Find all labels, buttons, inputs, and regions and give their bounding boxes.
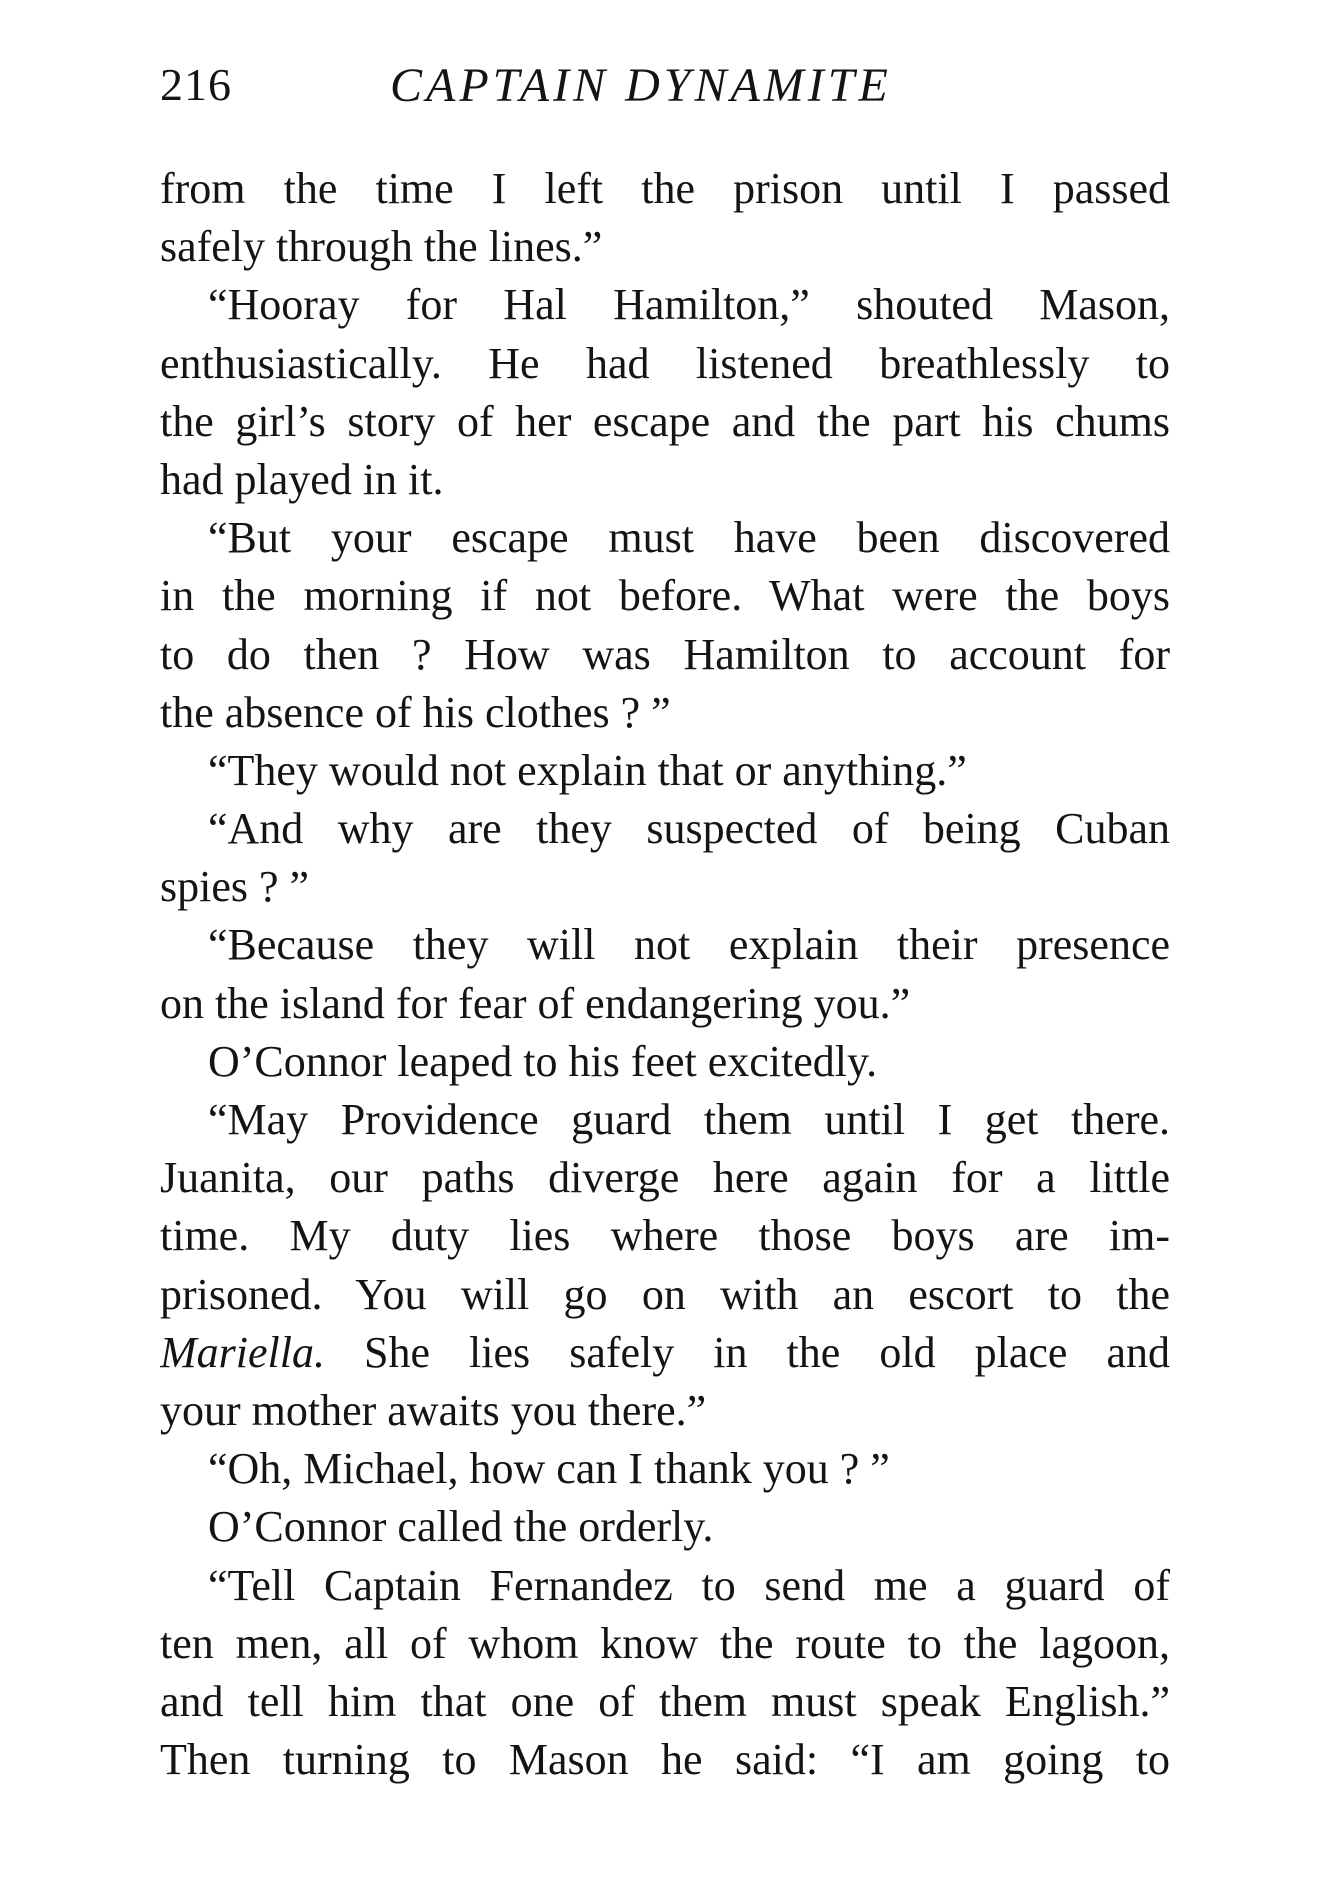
text-line: ten men, all of whom know the route to the lagoon, — [160, 1618, 1170, 1668]
text-line: your mother awaits you there.” — [160, 1385, 707, 1435]
body-text — [160, 160, 1170, 1789]
text-line: and tell him that one of them must speak English.” — [160, 1676, 1170, 1726]
text-line: “Because they will not explain their presence — [208, 920, 1170, 970]
text-line: time. My duty lies where those boys are im- — [160, 1211, 1170, 1261]
text-line: “Hooray for Hal Hamilton,” shouted Mason, — [208, 280, 1170, 330]
text-line-rest: She lies safely in the old place and — [324, 1327, 1170, 1377]
page-header — [160, 58, 1170, 118]
text-line: Then turning to Mason he said: “I am going to — [160, 1735, 1170, 1785]
text-line: the absence of his clothes ? ” — [160, 687, 671, 737]
text-line: prisoned. You will go on with an escort to the — [160, 1269, 1170, 1319]
text-line: on the island for fear of endangering you.” — [160, 978, 911, 1028]
page-number: 216 — [160, 59, 232, 110]
ship-name: Mariella. — [160, 1327, 325, 1377]
text-line: Juanita, our paths diverge here again for a little — [160, 1153, 1170, 1203]
text-line: enthusiastically. He had listened breathlessly to — [160, 338, 1170, 388]
text-line: “Oh, Michael, how can I thank you ? ” — [208, 1444, 890, 1494]
text-line: O’Connor leaped to his feet excitedly. — [208, 1036, 878, 1086]
text-line: had played in it. — [160, 454, 444, 504]
text-line: “Tell Captain Fernandez to send me a guard of — [208, 1560, 1170, 1610]
text-line: safely through the lines.” — [160, 222, 603, 272]
text-line: “They would not explain that or anything.” — [208, 745, 967, 795]
text-line: to do then ? How was Hamilton to account for — [160, 629, 1170, 679]
text-line: “But your escape must have been discovered — [208, 513, 1170, 563]
text-line: O’Connor called the orderly. — [208, 1502, 714, 1552]
text-line: “And why are they suspected of being Cuban — [208, 804, 1170, 854]
text-line: in the morning if not before. What were the boys — [160, 571, 1170, 621]
text-line: “May Providence guard them until I get there. — [208, 1095, 1170, 1144]
text-line: spies ? ” — [160, 862, 310, 912]
text-line — [160, 1324, 1170, 1382]
text-line: the girl’s story of her escape and the part his chums — [160, 396, 1170, 446]
running-head: CAPTAIN DYNAMITE — [390, 59, 892, 112]
text-line: from the time I left the prison until I passed — [160, 164, 1170, 213]
